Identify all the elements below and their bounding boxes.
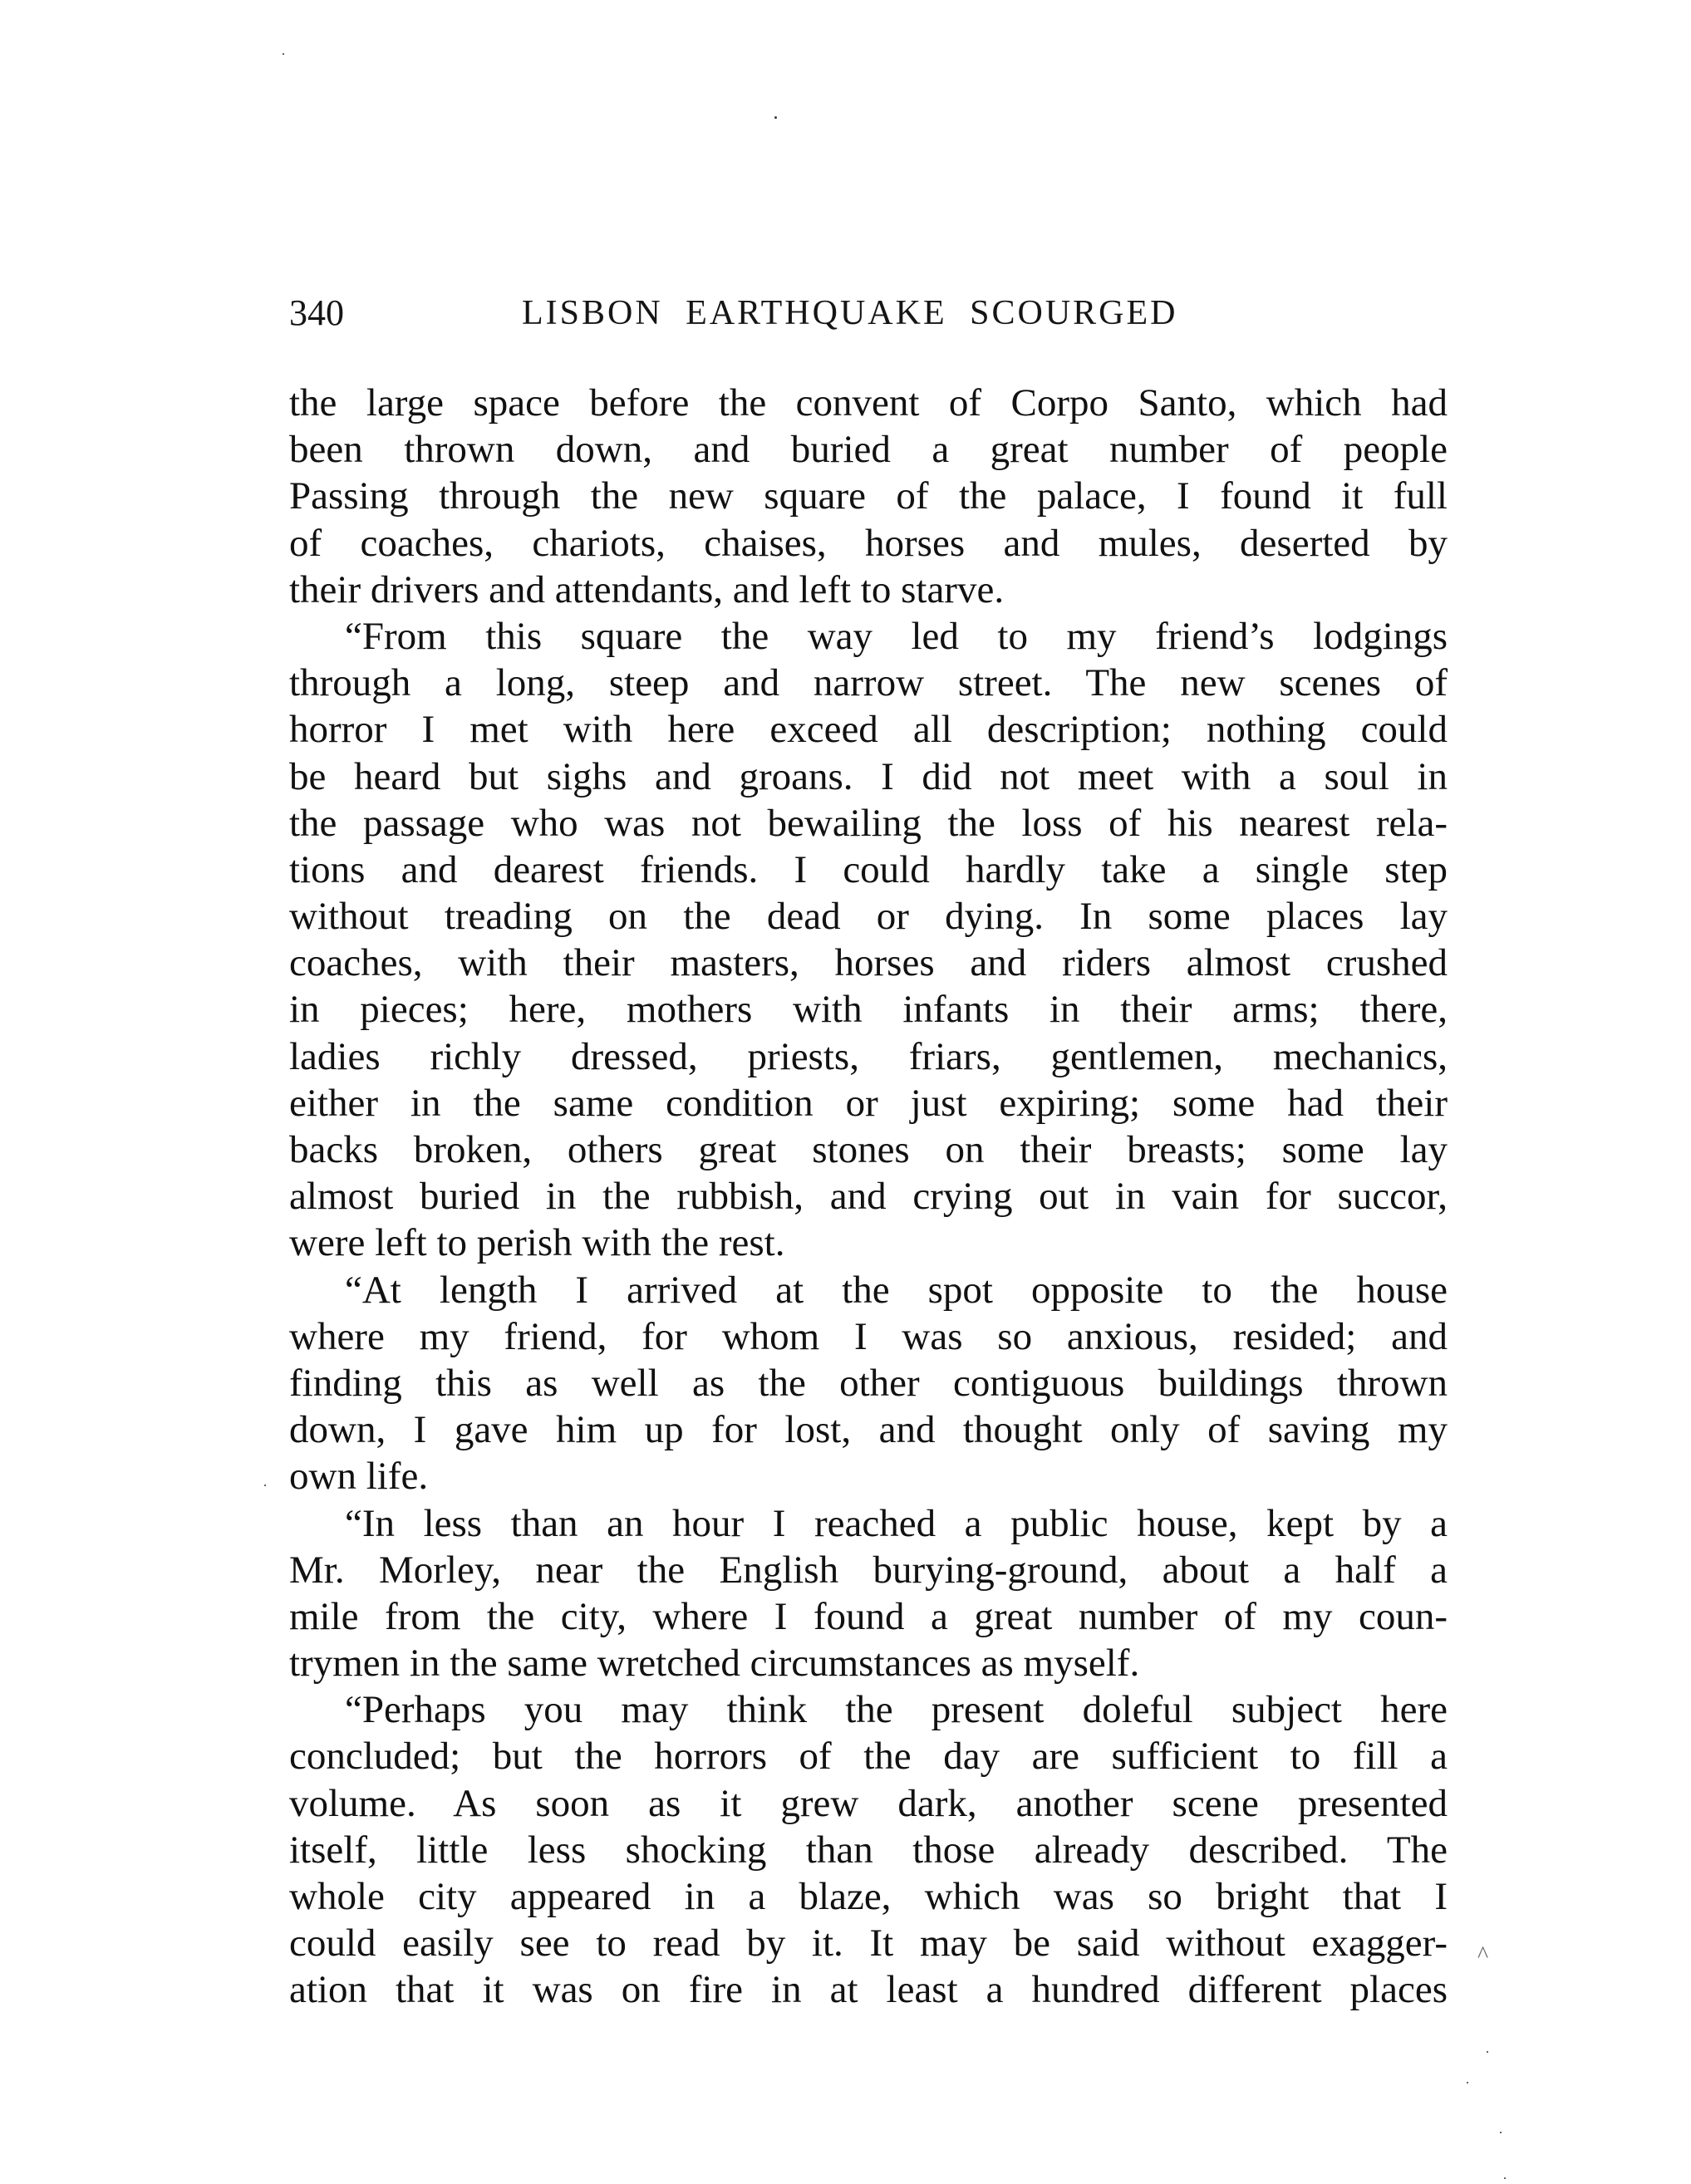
text-line: the large space before the convent of Corpo Santo, which had [289, 381, 1448, 425]
paragraph [289, 1686, 1448, 2013]
running-title: LISBON EARTHQUAKE SCOURGED [522, 294, 1178, 332]
text-line: “In less than an hour I reached a public house, kept by a [345, 1501, 1448, 1545]
scan-speck [264, 1485, 266, 1486]
text-line: were left to perish with the rest. [289, 1221, 785, 1265]
text-line: trymen in the same wretched circumstances as myself. [289, 1642, 1140, 1686]
text-line: “At length I arrived at the spot opposite to the house [345, 1268, 1448, 1312]
text-line: finding this as well as the other contiguous buildings thrown [289, 1361, 1448, 1405]
page-number: 340 [289, 292, 344, 333]
text-line: been thrown down, and buried a great number of people [289, 428, 1448, 472]
text-line: Mr. Morley, near the English burying-ground, about a half a [289, 1548, 1448, 1592]
text-line: the passage who was not bewailing the loss of his nearest rela- [289, 801, 1448, 845]
scan-speck [1487, 2051, 1488, 2053]
paragraph [289, 1500, 1448, 1687]
scan-speck [283, 53, 284, 55]
text-line: backs broken, others great stones on their breasts; some lay [289, 1128, 1448, 1171]
margin-caret-mark: ^ [1477, 1942, 1489, 1968]
scan-speck [774, 116, 777, 119]
text-line: either in the same condition or just expiring; some had their [289, 1081, 1448, 1125]
text-line: ladies richly dressed, priests, friars, gentlemen, mechanics, [289, 1034, 1448, 1078]
text-line: “From this square the way led to my friend’s lodgings [345, 614, 1448, 658]
text-line: “Perhaps you may think the present doleful subject here [345, 1688, 1448, 1732]
paragraph [289, 1267, 1448, 1500]
body-text [289, 380, 1448, 2014]
text-line: their drivers and attendants, and left to starve. [289, 567, 1005, 611]
text-line: down, I gave him up for lost, and thought only of saving my [289, 1408, 1448, 1452]
scan-speck [1504, 2177, 1506, 2179]
text-line: in pieces; here, mothers with infants in their arms; there, [289, 988, 1448, 1032]
text-line: volume. As soon as it grew dark, another scene presented [289, 1781, 1448, 1825]
text-line: itself, little less shocking than those already described. The [289, 1828, 1448, 1872]
text-line: concluded; but the horrors of the day are sufficient to fill a [289, 1735, 1448, 1779]
text-line: own life. [289, 1455, 429, 1499]
text-line: without treading on the dead or dying. In some places lay [289, 895, 1448, 939]
paragraph [289, 613, 1448, 1267]
text-line: could easily see to read by it. It may be said without exagger- [289, 1921, 1448, 1966]
text-line: coaches, with their masters, horses and riders almost crushed [289, 941, 1448, 985]
text-line: of coaches, chariots, chaises, horses and mules, deserted by [289, 521, 1448, 565]
text-line: mile from the city, where I found a great number of my coun- [289, 1594, 1448, 1638]
text-line: horror I met with here exceed all description; nothing could [289, 708, 1448, 752]
text-line: be heard but sighs and groans. I did not meet with a soul in [289, 754, 1448, 798]
scan-speck [1467, 2082, 1468, 2083]
text-line: ation that it was on fire in at least a hundred different places [289, 1968, 1448, 2012]
text-line: where my friend, for whom I was so anxious, resided; and [289, 1314, 1448, 1358]
text-line: almost buried in the rubbish, and crying out in vain for succor, [289, 1175, 1448, 1219]
text-line: Passing through the new square of the palace, I found it full [289, 474, 1448, 518]
text-line: whole city appeared in a blaze, which was so bright that I [289, 1875, 1448, 1918]
scan-speck [1500, 2132, 1502, 2133]
text-line: tions and dearest friends. I could hardly take a single step [289, 847, 1448, 891]
paragraph [289, 380, 1448, 613]
text-line: through a long, steep and narrow street. The new scenes of [289, 661, 1448, 705]
running-header [289, 292, 1448, 334]
